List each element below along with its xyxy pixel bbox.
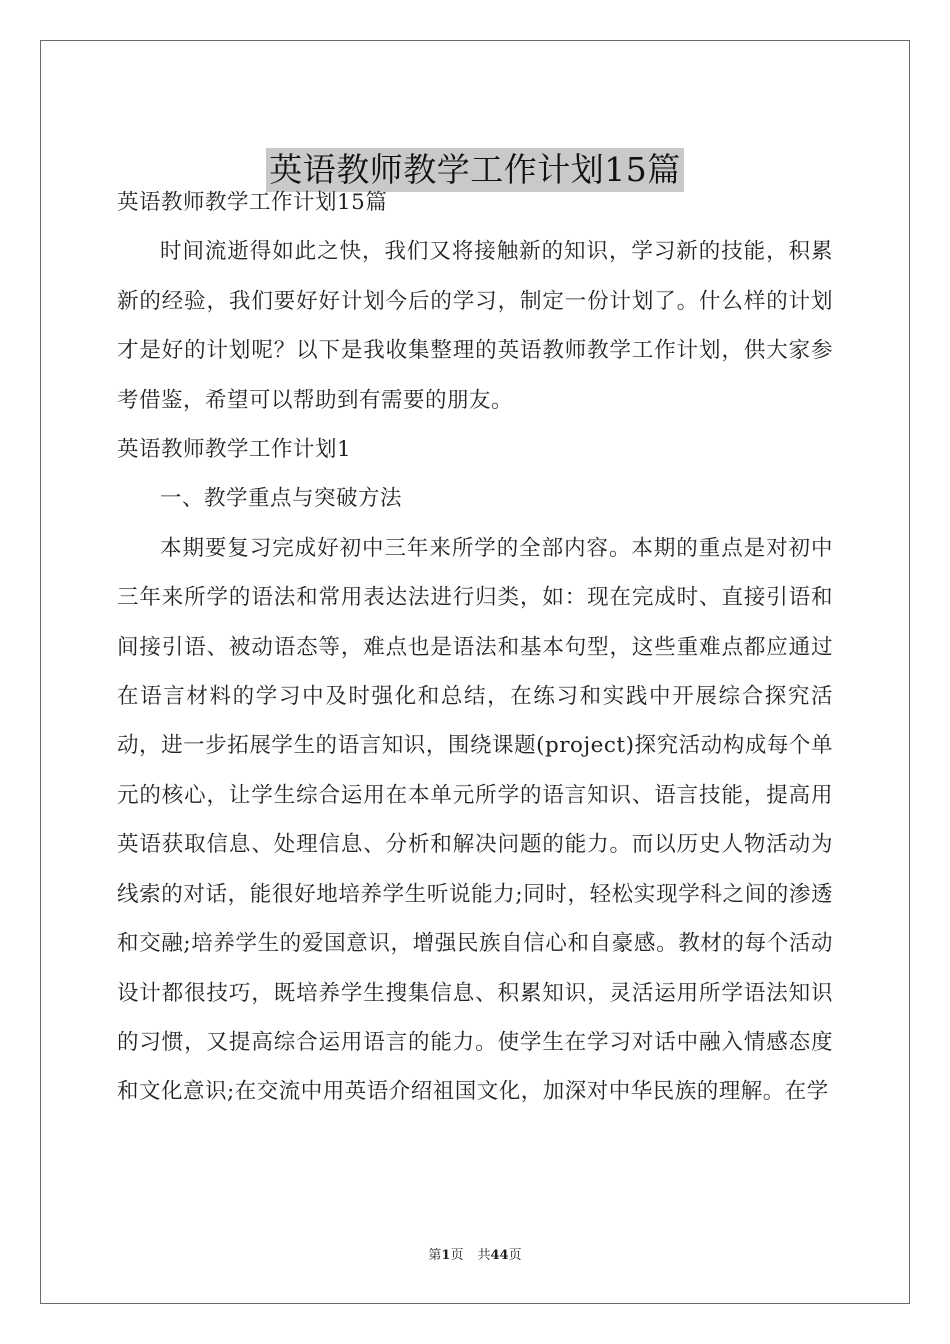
- page-suffix: 页: [450, 1248, 464, 1263]
- page-footer: [0, 1247, 950, 1265]
- document-title: 英语教师教学工作计划15篇: [266, 148, 684, 192]
- page-prefix: 第: [428, 1248, 442, 1263]
- body-paragraph-intro: 时间流逝得如此之快，我们又将接触新的知识，学习新的技能，积累新的经验，我们要好好计划今后的学习，制定一份计划了。什么样的计划才是好的计划呢？以下是我收集整理的英语教师教学工作计划，供大家参考借鉴，希望可以帮助到有需要的朋友。: [117, 239, 833, 413]
- document-body: [117, 178, 833, 1117]
- page-current: 1: [441, 1248, 451, 1263]
- total-suffix: 页: [508, 1248, 522, 1263]
- page-total: 44: [490, 1248, 509, 1263]
- total-prefix: 共: [477, 1248, 491, 1263]
- body-paragraph-subtitle: 英语教师教学工作计划15篇: [117, 190, 388, 215]
- section-heading: 英语教师教学工作计划1: [117, 437, 352, 463]
- subsection-heading: 一、教学重点与突破方法: [160, 486, 403, 512]
- body-paragraph-main: 本期要复习完成好初中三年来所学的全部内容。本期的重点是对初中三年来所学的语法和常用表达法进行归类，如：现在完成时、直接引语和间接引语、被动语态等，难点也是语法和基本句型，这些重难点都应通过在语言材料的学习中及时强化和总结，在练习和实践中开展综合探究活动，进一步拓展学生的语言知识，围绕课题(project)探究活动构成每个单元的核心，让学生综合运用在本单元所学的语言知识、语言技能，提高用英语获取信息、处理信息、分析和解决问题的能力。而以历史人物活动为线索的对话，能很好地培养学生听说能力;同时，轻松实现学科之间的渗透和交融;培养学生的爱国意识，增强民族自信心和自豪感。教材的每个活动设计都很技巧，既培养学生搜集信息、积累知识，灵活运用所学语法知识的习惯，又提高综合运用语言的能力。使学生在学习对话中融入情感态度和文化意识;在交流中用英语介绍祖国文化，加深对中华民族的理解。在学: [117, 535, 833, 1105]
